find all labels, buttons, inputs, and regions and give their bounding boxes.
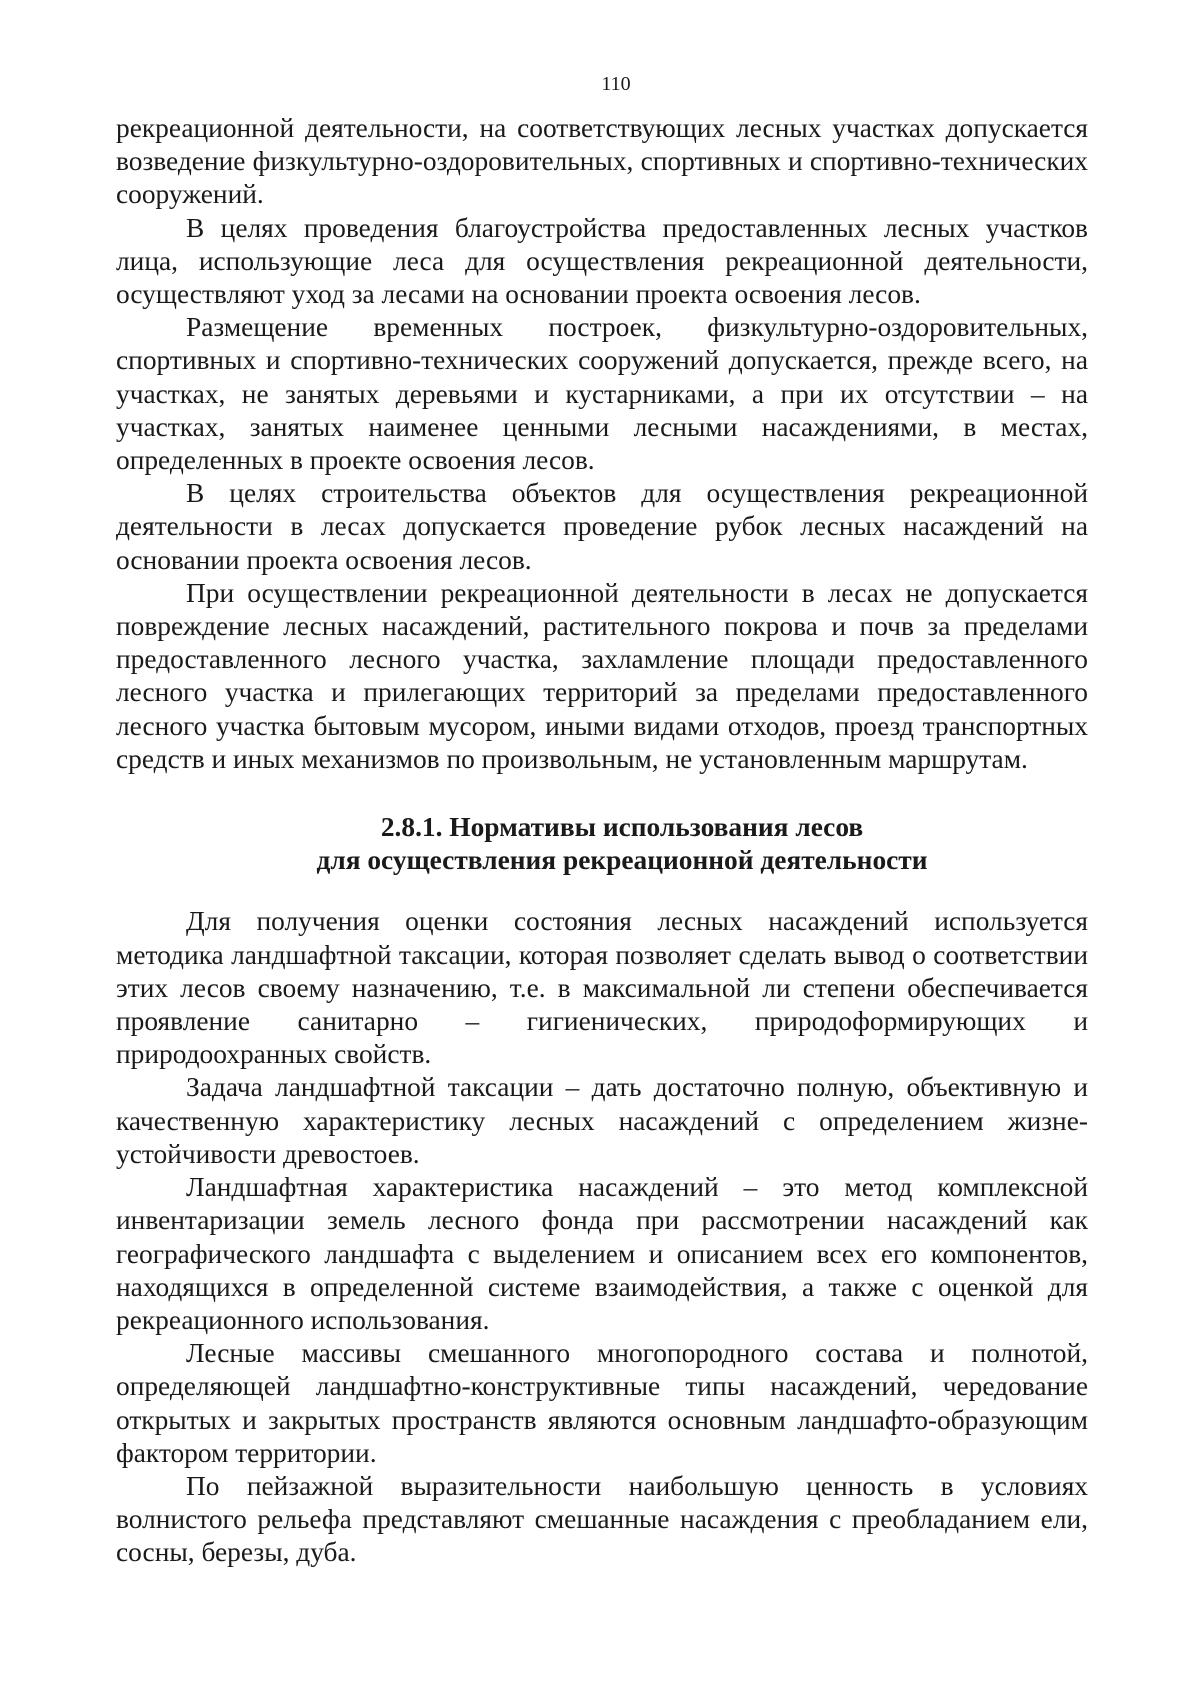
section-heading-line2: для осуществления рекреационной деятельности [316, 845, 928, 876]
paragraphs-top [116, 112, 1088, 776]
paragraph: В целях проведения благоустройства предоставленных лесных участков лица, использующие леса для осуществления рекреационной деятельности, осуществляют уход за лесами на основании проекта освоения лесов. [116, 212, 1088, 310]
paragraph: Размещение временных построек, физкультурно-оздоровительных, спортивных и спортивно-технических сооружений допускается, прежде всего, на участках, не занятых деревьями и кустарниками, а при их отсутствии – на участках, занятых наименее ценными лесными насаждениями, в местах, определенных в проекте освоения лесов. [116, 312, 1088, 476]
paragraph: рекреационной деятельности, на соответствующих лесных участках допускается возведение физкультурно-оздоровительных, спортивных и спортивно-технических сооружений. [116, 113, 1088, 210]
paragraph: Задача ландшафтной таксации – дать достаточно полную, объективную и качественную характеристику лесных насаждений с определением жизне-устойчивости древостоев. [116, 1072, 1088, 1169]
paragraph: При осуществлении рекреационной деятельности в лесах не допускается повреждение лесных насаждений, растительного покрова и почв за пределами предоставленного лесного участка, захламление площади предоставленного лесного участка и прилегающих территорий за пределами предоставленного лесного участка бытовым мусором, иными видами отходов, проезд транспортных средств и иных механизмов по произвольным, не установленным маршрутам. [116, 577, 1088, 774]
paragraphs-bottom [116, 905, 1088, 1569]
section-heading [116, 811, 1088, 877]
paragraph: В целях строительства объектов для осуществления рекреационной деятельности в лесах допускается проведение рубок лесных насаждений на основании проекта освоения лесов. [116, 478, 1088, 575]
section-heading-line1: 2.8.1. Нормативы использования лесов [380, 812, 864, 843]
page-number: 110 [601, 73, 631, 95]
paragraph: Ландшафтная характеристика насаждений – это метод комплексной инвентаризации земель лесного фонда при рассмотрении насаждений как географического ландшафта с выделением и описанием всех его компонентов, находящихся в определенной системе взаимодействия, а также с оценкой для рекреационного использования. [116, 1172, 1088, 1335]
paragraph: Лесные массивы смешанного многопородного состава и полнотой, определяющей ландшафтно-конструктивные типы насаждений, чередование открытых и закрытых пространств являются основным ландшафто-образующим фактором территории. [116, 1338, 1088, 1468]
paragraph: По пейзажной выразительности наибольшую ценность в условиях волнистого рельефа представляют смешанные насаждения с преобладанием ели, сосны, березы, дуба. [116, 1470, 1088, 1568]
document-page [116, 70, 1088, 1570]
paragraph: Для получения оценки состояния лесных насаждений используется методика ландшафтной таксации, которая позволяет сделать вывод о соответствии этих лесов своему назначению, т.е. в максимальной ли степени обеспечивается проявление санитарно – гигиенических, природоформирующих и природоохранных свойств. [116, 906, 1088, 1070]
